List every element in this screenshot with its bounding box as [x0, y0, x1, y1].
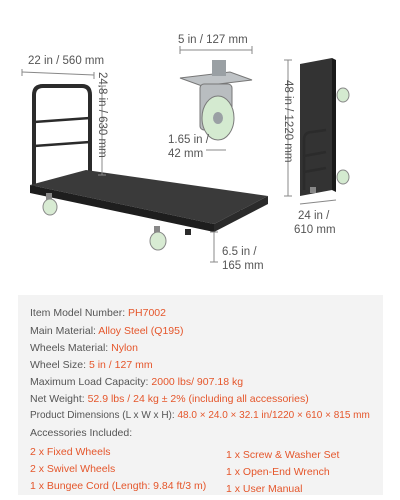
caster-width-label: 5 in / 127 mm — [178, 34, 248, 46]
length-label: 48 in / 1220 mm — [282, 80, 294, 163]
spec-panel — [18, 295, 383, 495]
accessories-heading: Accessories Included: — [30, 427, 133, 439]
spec-row-wheels-material: Wheels Material: Nylon — [30, 342, 138, 354]
accessory-user-manual: 1 x User Manual — [226, 483, 303, 495]
handle-height-label: 24.8 in / 630 mm — [96, 72, 108, 158]
spec-row-wheel-size: Wheel Size: 5 in / 127 mm — [30, 359, 153, 371]
handle-width-line — [22, 69, 94, 79]
deck-height-label-2: 165 mm — [222, 260, 264, 272]
accessory-screw-set: 1 x Screw & Washer Set — [226, 449, 340, 461]
accessory-wrench: 1 x Open-End Wrench — [226, 466, 330, 478]
spec-row-net-weight: Net Weight: 52.9 lbs / 24 kg ± 2% (including all accessories) — [30, 393, 309, 405]
width-label-2: 610 mm — [294, 224, 336, 236]
caster-thickness-label-2: 42 mm — [168, 148, 204, 160]
spec-row-load-capacity: Maximum Load Capacity: 2000 lbs/ 907.18 kg — [30, 376, 244, 388]
deck-height-label-1: 6.5 in / — [222, 246, 257, 258]
spec-row-material: Main Material: Alloy Steel (Q195) — [30, 325, 184, 337]
accessory-bungee-cord: 1 x Bungee Cord (Length: 9.84 ft/3 m) — [30, 480, 207, 492]
caster-wheel — [180, 60, 252, 140]
deck-height-line — [210, 232, 218, 262]
cart-deck — [30, 170, 268, 232]
width-line — [300, 200, 336, 204]
accessory-swivel-wheels: 2 x Swivel Wheels — [30, 463, 116, 475]
cart-handle — [34, 86, 90, 185]
caster-thickness-label-1: 1.65 in / — [168, 134, 209, 146]
width-label-1: 24 in / — [298, 210, 330, 222]
spec-row-model: Item Model Number: PH7002 — [30, 307, 166, 319]
cart-side-view — [300, 58, 349, 196]
handle-width-label: 22 in / 560 mm — [28, 55, 105, 67]
spec-row-dimensions: Product Dimensions (L x W x H): 48.0 × 24.0 × 32.1 in/1220 × 610 × 815 mm — [30, 410, 370, 421]
accessory-fixed-wheels: 2 x Fixed Wheels — [30, 446, 111, 458]
